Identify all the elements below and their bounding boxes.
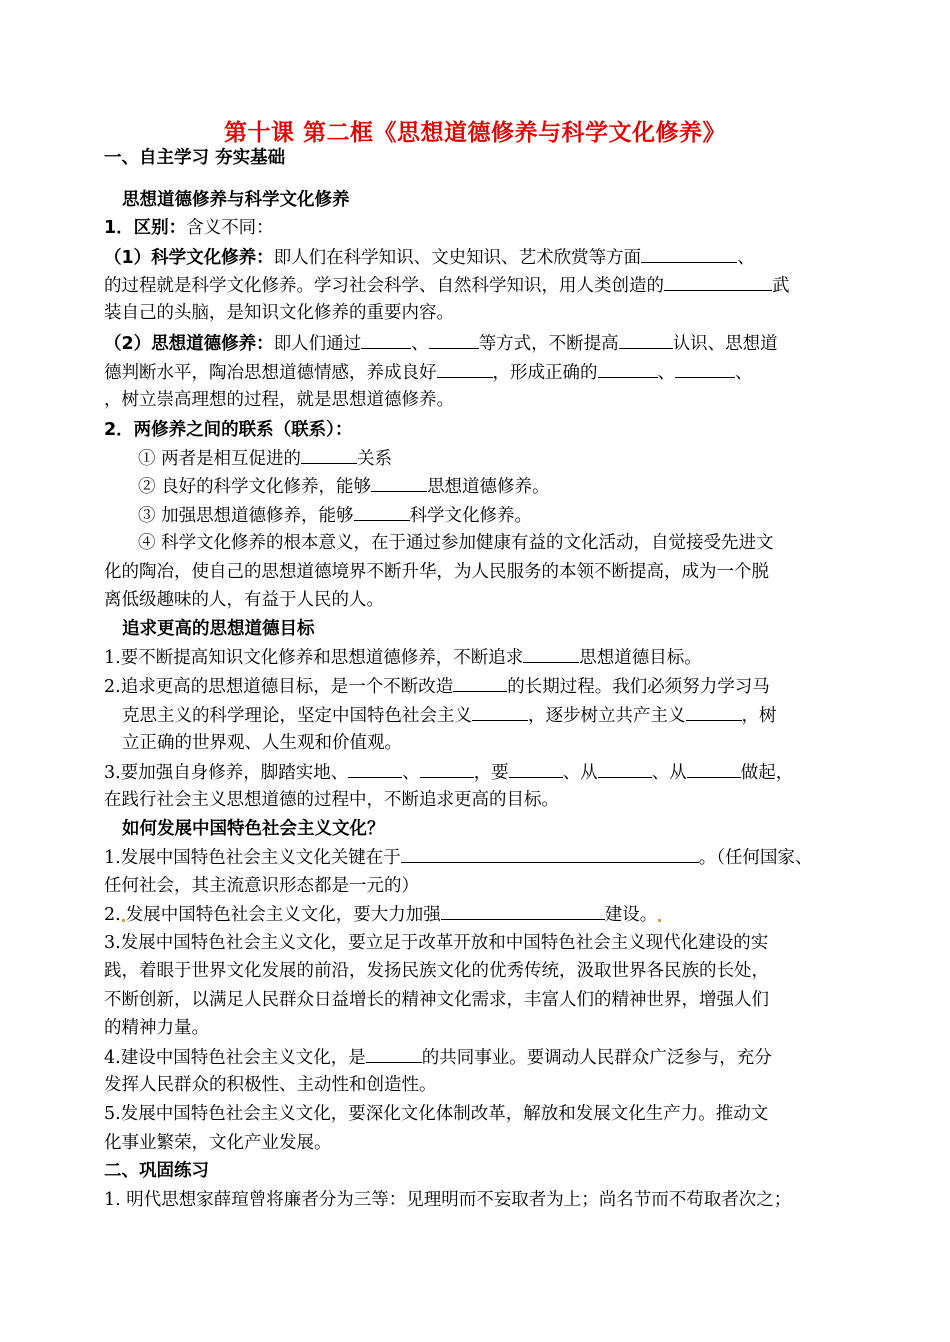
culture-text: 2. — [104, 905, 121, 925]
point-1b-text: 、 — [411, 334, 429, 354]
point-1b-label: （2）思想道德修养： — [104, 334, 274, 354]
goal-text: 1.要不断提高知识文化修养和思想道德修养，不断追求 — [104, 648, 524, 668]
goal-text: 的长期过程。我们必须努力学习马 — [507, 677, 770, 697]
point-1b-text: 即人们通过 — [273, 334, 362, 354]
blank[interactable] — [687, 760, 741, 778]
culture-text: 建设。 — [604, 905, 658, 925]
blank[interactable] — [472, 703, 528, 721]
item-text: 思想道德修养。 — [427, 477, 550, 497]
point-2-item-3 — [138, 503, 884, 527]
point-1a-text: 武 — [772, 276, 790, 296]
goal-text: 2.追求更高的思想道德目标，是一个不断改造 — [104, 677, 454, 697]
goal-text: 、从 — [651, 763, 687, 783]
goal-text: ，树 — [741, 706, 777, 726]
goal-text: 、 — [402, 763, 420, 783]
blank[interactable] — [453, 674, 507, 692]
blank[interactable] — [686, 703, 742, 721]
item-text: 科学文化修养。 — [409, 506, 533, 526]
point-1b-text: 、 — [657, 363, 675, 383]
goal-text: 做起， — [740, 763, 794, 783]
exercise-1: 1. 明代思想家薛瑄曾将廉者分为三等：见理明而不妄取者为上；尚名节而不苟取者次之； — [104, 1190, 792, 1210]
culture-3-line-2: 践，着眼于世界文化发展的前沿，发扬民族文化的优秀传统，汲取世界各民族的长处， — [104, 961, 769, 981]
point-2-item-1 — [138, 446, 884, 470]
point-1-label: 1．区别： — [104, 218, 187, 238]
culture-5-line-2: 化事业繁荣，文化产业发展。 — [104, 1133, 332, 1153]
blank[interactable] — [664, 273, 772, 291]
blank[interactable] — [675, 360, 735, 378]
point-2-item-4-line-3: 离低级趣味的人，有益于人民的人。 — [104, 590, 384, 610]
point-2-heading: 2．两修养之间的联系（联系）： — [104, 420, 353, 440]
goal-text: ，逐步树立共产主义 — [528, 706, 686, 726]
point-1b-text: 认识、思想道 — [672, 334, 778, 354]
item-text: ① 两者是相互促进的 — [138, 449, 302, 469]
culture-3-line-1: 3.发展中国特色社会主义文化，要立足于改革开放和中国特色社会主义现代化建设的实 — [104, 933, 769, 953]
culture-3-line-3: 不断创新，以满足人民群众日益增长的精神文化需求，丰富人们的精神世界，增强人们 — [104, 990, 769, 1010]
section-heading-2: 二、巩固练习 — [104, 1161, 209, 1181]
culture-text: 4.建设中国特色社会主义文化，是 — [104, 1048, 366, 1068]
blank[interactable] — [301, 446, 357, 464]
blank[interactable] — [420, 760, 474, 778]
culture-4-line-1 — [104, 1045, 850, 1069]
item-text: ② 良好的科学文化修养，能够 — [138, 477, 372, 497]
blank[interactable] — [641, 245, 737, 263]
subheading-goals: 追求更高的思想道德目标 — [122, 619, 315, 639]
point-1a-line-2 — [104, 273, 850, 297]
point-2-item-2 — [138, 474, 884, 498]
blank[interactable] — [437, 360, 493, 378]
goal-2-line-1 — [104, 674, 850, 698]
goal-text: ，要 — [473, 763, 509, 783]
point-1a-line-3: 装自己的头脑，是知识文化修养的重要内容。 — [104, 303, 454, 323]
goal-text: 、从 — [562, 763, 598, 783]
blank[interactable] — [371, 474, 427, 492]
subheading-culture: 如何发展中国特色社会主义文化？ — [122, 819, 385, 839]
point-1 — [104, 216, 850, 240]
point-1b-text: 德判断水平，陶冶思想道德情感，养成良好 — [104, 363, 437, 383]
goal-2-line-3: 立正确的世界观、人生观和价值观。 — [122, 733, 402, 753]
culture-5-line-1: 5.发展中国特色社会主义文化，要深化文化体制改革，解放和发展文化生产力。推动文 — [104, 1104, 769, 1124]
blank[interactable] — [361, 331, 411, 349]
blank[interactable] — [401, 845, 699, 863]
culture-text: 的共同事业。要调动人民群众广泛参与，充分 — [421, 1048, 772, 1068]
point-1-text: 含义不同： — [186, 218, 274, 238]
section-heading-1: 一、自主学习 夯实基础 — [104, 148, 286, 168]
item-text: 关系 — [357, 449, 393, 469]
culture-text: 。（任何国家、 — [698, 848, 813, 868]
point-2-item-4-line-1: ④ 科学文化修养的根本意义，在于通过参加健康有益的文化活动，自觉接受先进文 — [138, 533, 774, 553]
point-1a-line-1 — [104, 245, 850, 269]
point-1b-line-2 — [104, 360, 850, 384]
page-title: 第十课 第二框《思想道德修养与科学文化修养》 — [223, 120, 726, 146]
point-1a-text: 即人们在科学知识、文史知识、艺术欣赏等方面 — [273, 248, 642, 268]
culture-1-line-1 — [104, 845, 850, 869]
blank[interactable] — [348, 760, 402, 778]
goal-3-line-2: 在践行社会主义思想道德的过程中，不断追求更高的目标。 — [104, 790, 559, 810]
point-1a-text: 、 — [737, 248, 755, 268]
blank[interactable] — [429, 331, 479, 349]
culture-text: 发展中国特色社会主义文化，要大力加强 — [125, 905, 441, 925]
culture-2 — [104, 902, 850, 926]
blank[interactable] — [366, 1045, 422, 1063]
culture-text: 1.发展中国特色社会主义文化关键在于 — [104, 848, 401, 868]
goal-text: 克思主义的科学理论，坚定中国特色社会主义 — [122, 706, 472, 726]
goal-text: 思想道德目标。 — [579, 648, 702, 668]
point-1a-label: （1）科学文化修养： — [104, 248, 274, 268]
point-1b-line-3: ，树立崇高理想的过程，就是思想道德修养。 — [104, 390, 454, 410]
culture-1-line-2: 任何社会，其主流意识形态都是一元的） — [104, 876, 419, 896]
blank[interactable] — [523, 645, 579, 663]
blank[interactable] — [619, 331, 673, 349]
point-1b-text: 等方式，不断提高 — [478, 334, 619, 354]
blank[interactable] — [598, 360, 658, 378]
blank[interactable] — [354, 503, 410, 521]
culture-4-line-2: 发挥人民群众的积极性、主动性和创造性。 — [104, 1075, 437, 1095]
blank[interactable] — [441, 902, 605, 920]
item-text: ③ 加强思想道德修养，能够 — [138, 506, 354, 526]
goal-1 — [104, 645, 850, 669]
goal-3-line-1 — [104, 760, 850, 784]
point-1b-text: ，形成正确的 — [492, 363, 598, 383]
point-1a-text: 的过程就是科学文化修养。学习社会科学、自然科学知识，用人类创造的 — [104, 276, 664, 296]
mark-dot — [658, 919, 661, 922]
blank[interactable] — [509, 760, 563, 778]
goal-text: 3.要加强自身修养，脚踏实地、 — [104, 763, 349, 783]
subheading-comparison: 思想道德修养与科学文化修养 — [122, 190, 350, 210]
goal-2-line-2 — [122, 703, 850, 727]
point-1b-text: 、 — [735, 363, 753, 383]
blank[interactable] — [598, 760, 652, 778]
mark-dot — [122, 919, 125, 922]
point-2-item-4-line-2: 化的陶冶，使自己的思想道德境界不断升华，为人民服务的本领不断提高，成为一个脱 — [104, 562, 769, 582]
point-1b-line-1 — [104, 331, 850, 355]
culture-3-line-4: 的精神力量。 — [104, 1018, 209, 1038]
